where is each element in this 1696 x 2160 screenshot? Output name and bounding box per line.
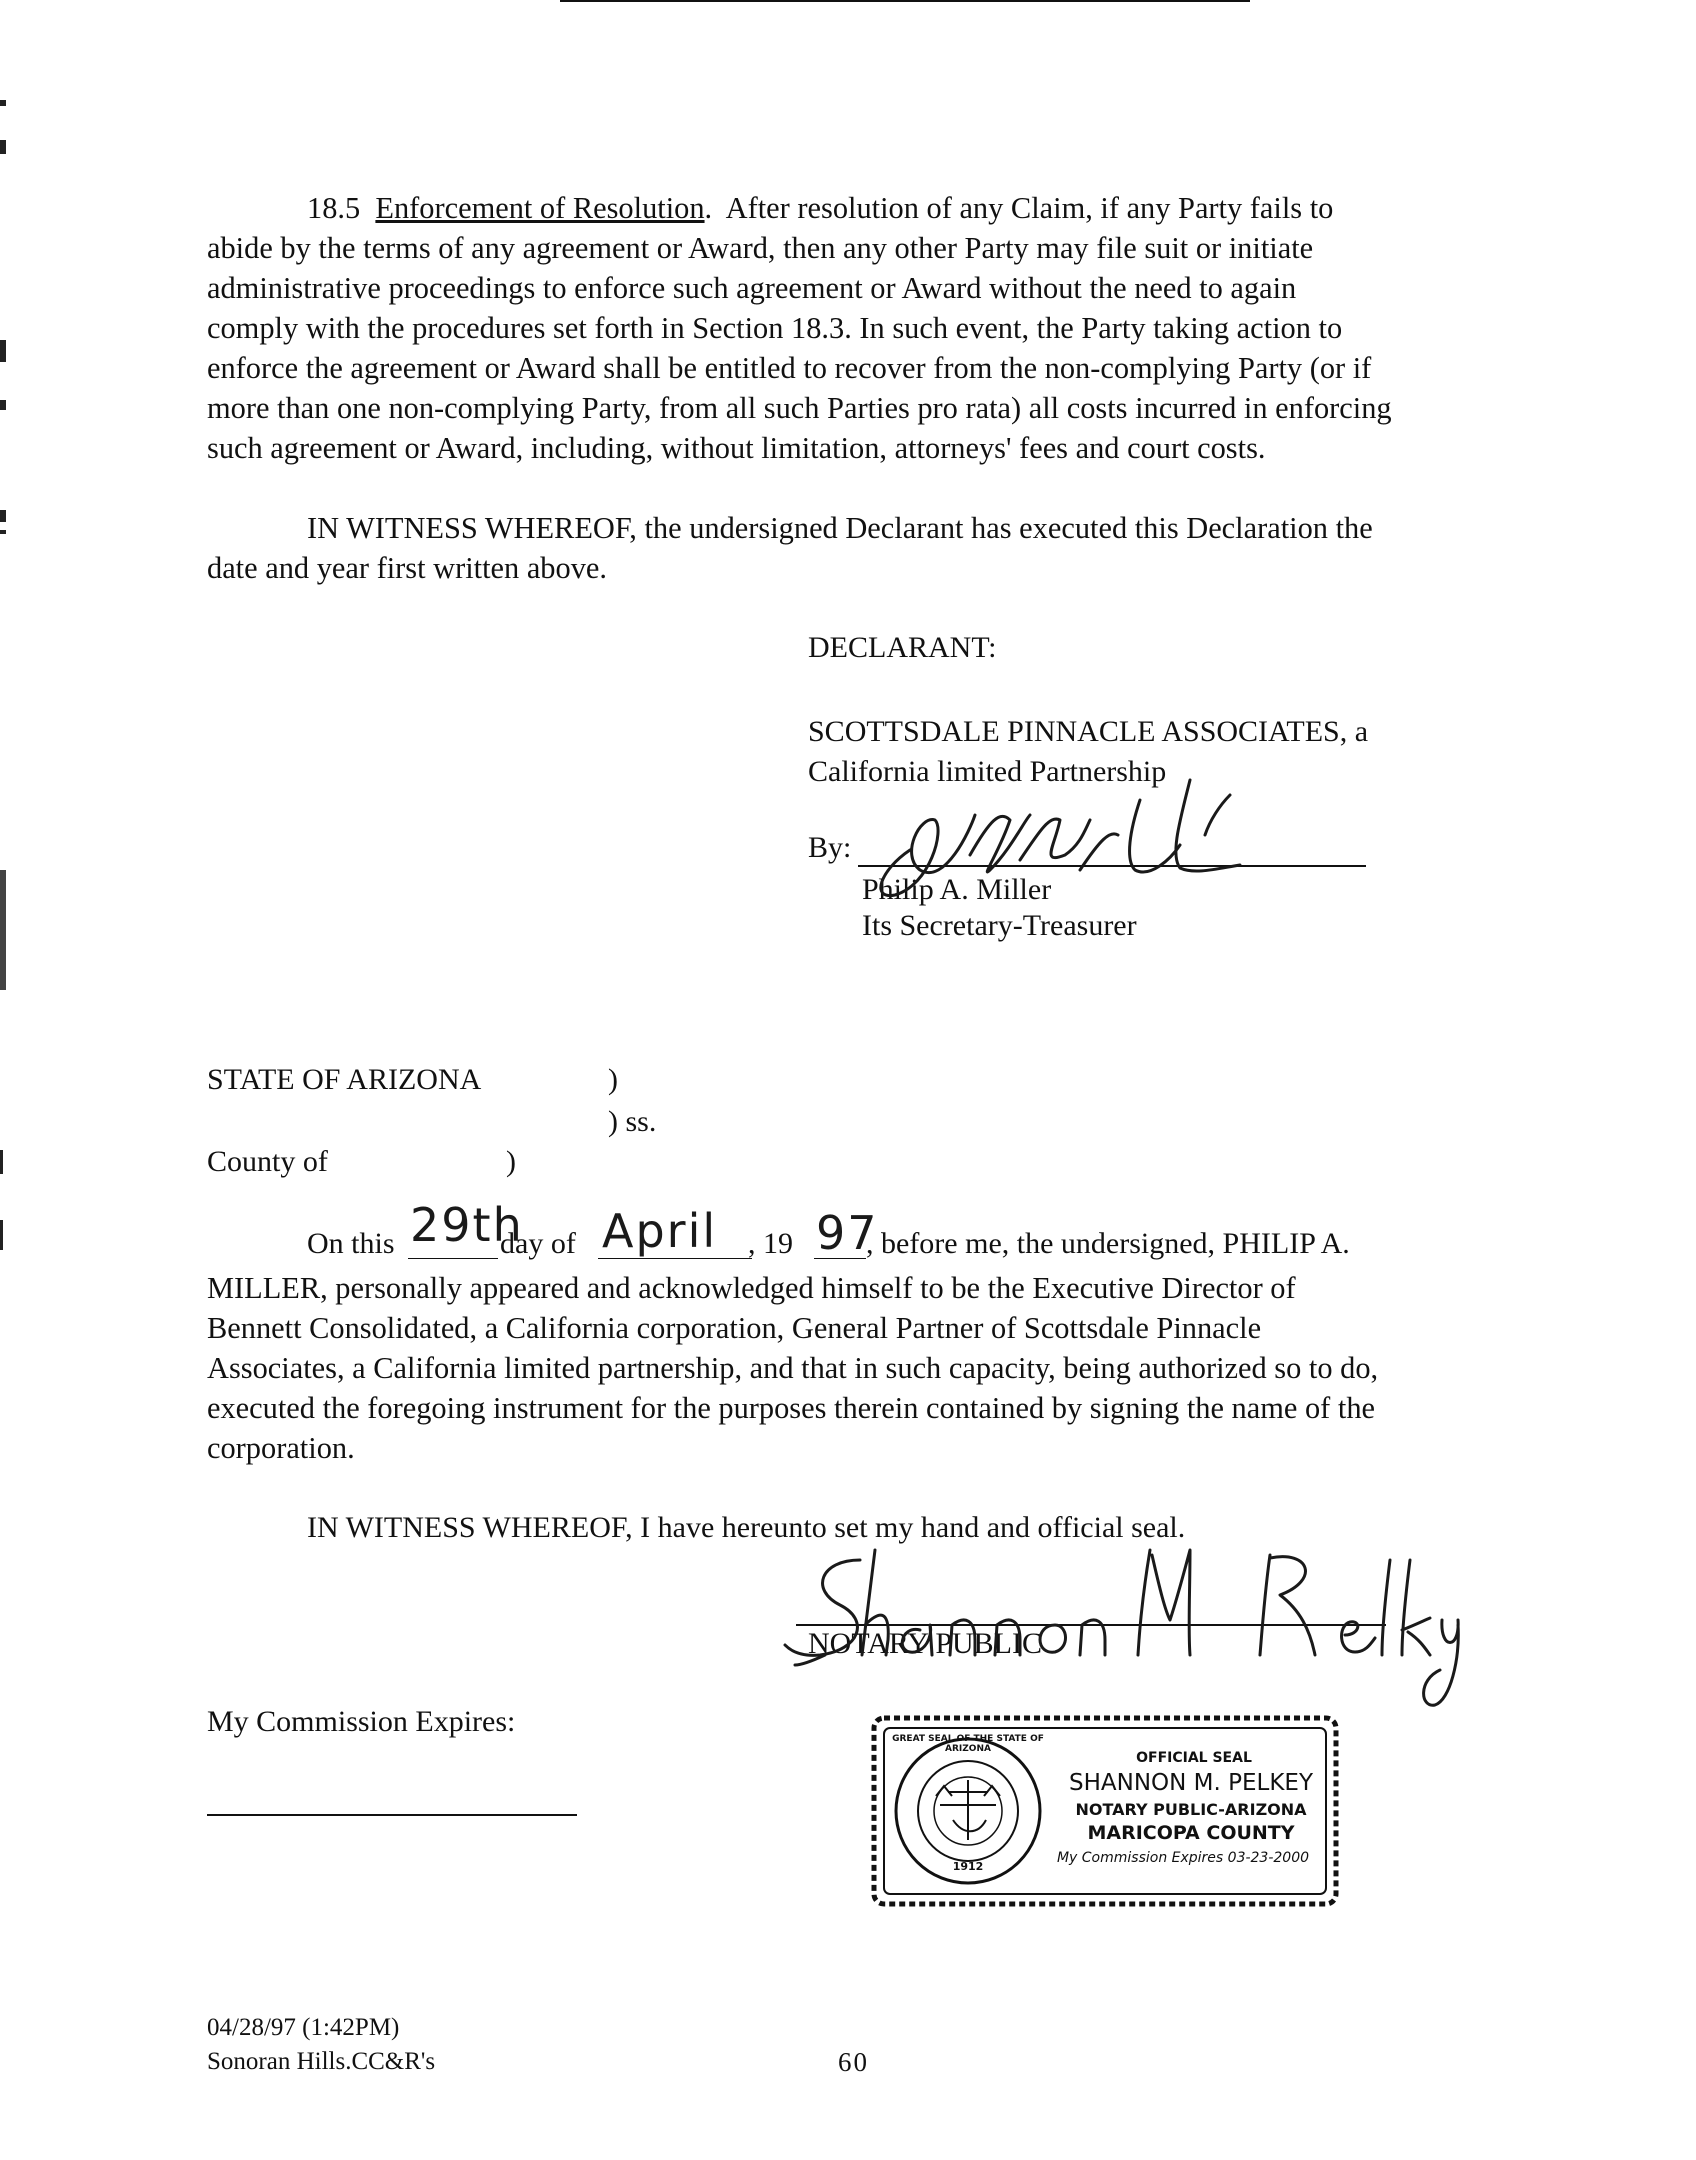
seal-name: SHANNON M. PELKEY xyxy=(1068,1770,1313,1796)
notary-witness-text: IN WITNESS WHEREOF, I have hereunto set my hand and official seal. xyxy=(307,1511,1186,1544)
section-heading: Enforcement of Resolution xyxy=(375,191,705,225)
venue-paren: ) xyxy=(506,1145,516,1178)
ack-year-handwritten: 97 xyxy=(816,1206,879,1260)
section-first-line: 18.5 Enforcement of Resolution. After resolution of any Claim, if any Party fails to xyxy=(307,191,1334,225)
ack-line: executed the foregoing instrument for the purposes therein contained by signing the name of the xyxy=(207,1391,1376,1425)
section-line: After resolution of any Claim, if any Party fails to xyxy=(725,191,1334,225)
ack-line1-rest: , before me, the undersigned, PHILIP A. xyxy=(866,1227,1350,1260)
commission-label: My Commission Expires: xyxy=(207,1705,516,1738)
ack-day-handwritten: 29th xyxy=(410,1198,524,1252)
scan-artifact xyxy=(0,870,6,990)
section-line: more than one non-complying Party, from all such Parties pro rata) all costs incurred in enforcing xyxy=(207,391,1392,425)
seal-ring-text: GREAT SEAL OF THE STATE OF ARIZONA xyxy=(892,1734,1044,1754)
signer-name: Philip A. Miller xyxy=(862,873,1052,906)
section-line: enforce the agreement or Award shall be entitled to recover from the non-complying Party (or if xyxy=(207,351,1372,385)
seal-official: OFFICIAL SEAL xyxy=(1136,1750,1252,1766)
ack-line: Bennett Consolidated, a California corporation, General Partner of Scottsdale Pinnacle xyxy=(207,1311,1262,1345)
seal-expires: My Commission Expires 03-23-2000 xyxy=(1056,1850,1310,1866)
scan-artifact xyxy=(0,100,6,106)
seal-county: MARICOPA COUNTY xyxy=(1087,1822,1295,1844)
ack-on-this: On this xyxy=(307,1227,395,1260)
footer-filename: Sonoran Hills.CC&R's xyxy=(207,2048,436,2075)
footer-timestamp: 04/28/97 (1:42PM) xyxy=(207,2014,400,2041)
scan-artifact xyxy=(0,400,6,410)
ack-month-line xyxy=(598,1258,752,1259)
section-paragraph xyxy=(207,188,1517,468)
scan-top-edge xyxy=(560,0,1250,2)
section-line: comply with the procedures set forth in Section 18.3. In such event, the Party taking action to xyxy=(207,311,1343,345)
venue-state: STATE OF ARIZONA xyxy=(207,1063,482,1096)
ack-line: Associates, a California limited partnership, and that in such capacity, being authorized so to do, xyxy=(207,1351,1379,1385)
notary-signature xyxy=(770,1530,1460,1710)
section-line: such agreement or Award, including, without limitation, attorneys' fees and court costs. xyxy=(207,431,1266,465)
notary-public-label: NOTARY PUBLIC xyxy=(808,1627,1043,1660)
venue-ss: ) ss. xyxy=(608,1105,657,1138)
section-line: administrative proceedings to enforce such agreement or Award without the need to again xyxy=(207,271,1297,305)
section-number: 18.5 xyxy=(307,191,361,225)
venue-paren: ) xyxy=(608,1063,618,1096)
scan-artifact xyxy=(0,510,6,522)
declarant-entity-line2: California limited Partnership xyxy=(808,755,1167,788)
seal-year: 1912 xyxy=(952,1860,984,1873)
ack-year-prefix: , 19 xyxy=(748,1227,793,1260)
declarant-witness-paragraph xyxy=(207,508,1517,588)
ack-day-of: day of xyxy=(500,1227,576,1260)
scan-artifact xyxy=(0,530,6,534)
by-label: By: xyxy=(808,831,852,864)
declarant-signature xyxy=(850,760,1250,920)
scan-artifact xyxy=(0,1220,3,1250)
ack-day-line xyxy=(408,1258,498,1259)
witness-line: date and year first written above. xyxy=(207,551,607,585)
scan-artifact xyxy=(0,140,6,154)
seal-title: NOTARY PUBLIC-ARIZONA xyxy=(1075,1800,1307,1819)
declarant-entity-line1: SCOTTSDALE PINNACLE ASSOCIATES, a xyxy=(808,715,1369,748)
scan-artifact xyxy=(0,1150,3,1174)
scan-artifact xyxy=(0,340,6,362)
page-number: 60 xyxy=(838,2047,869,2077)
venue-county: County of xyxy=(207,1145,328,1178)
section-line: abide by the terms of any agreement or Award, then any other Party may file suit or initiate xyxy=(207,231,1314,265)
ack-line: corporation. xyxy=(207,1431,355,1465)
commission-date-line xyxy=(207,1814,577,1816)
ack-month-handwritten: April xyxy=(602,1204,718,1258)
notary-seal-stamp xyxy=(868,1710,1344,1914)
ack-line: MILLER, personally appeared and acknowledged himself to be the Executive Director of xyxy=(207,1271,1296,1305)
signer-title: Its Secretary-Treasurer xyxy=(862,909,1137,942)
declarant-label: DECLARANT: xyxy=(808,631,997,664)
witness-line: IN WITNESS WHEREOF, the undersigned Declarant has executed this Declaration the xyxy=(307,511,1373,545)
acknowledgment-paragraph xyxy=(207,1268,1517,1468)
